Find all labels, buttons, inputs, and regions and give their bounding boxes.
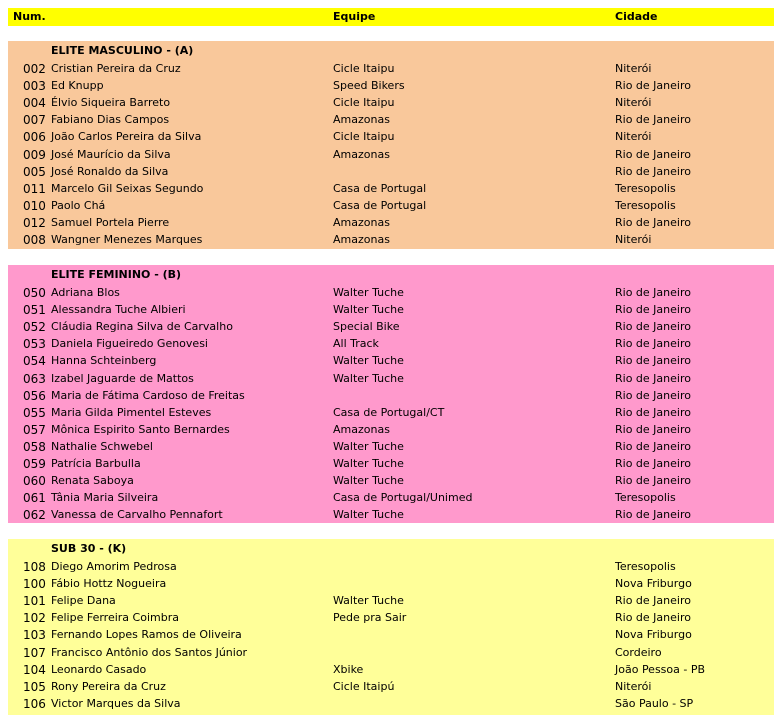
- rider-team: Casa de Portugal/Unimed: [333, 491, 473, 505]
- rider-number: 006: [23, 130, 46, 145]
- table-row: [8, 181, 774, 198]
- rider-name: Paolo Chá: [51, 198, 106, 212]
- rider-name: Izabel Jaguarde de Mattos: [51, 371, 194, 385]
- rider-city: Niterói: [615, 130, 652, 144]
- rider-number: 100: [23, 577, 46, 592]
- rider-number: 050: [23, 286, 46, 300]
- table-row: [8, 610, 774, 627]
- section-elite-masculino: [8, 41, 774, 249]
- rider-team: Casa de Portugal: [333, 181, 427, 195]
- rider-name: Maria de Fátima Cardoso de Freitas: [51, 388, 245, 402]
- rider-team: Casa de Portugal/CT: [333, 405, 445, 419]
- rider-city: Rio de Janeiro: [615, 215, 691, 229]
- rider-name: Rony Pereira da Cruz: [51, 679, 166, 693]
- rider-name: José Ronaldo da Silva: [51, 164, 169, 178]
- rider-city: Rio de Janeiro: [615, 422, 691, 436]
- rider-name: José Maurício da Silva: [51, 147, 171, 161]
- table-row: [8, 662, 774, 679]
- rider-city: Rio de Janeiro: [615, 457, 691, 470]
- table-row: [8, 336, 774, 353]
- rider-name: Fábio Hottz Nogueira: [51, 577, 167, 591]
- rider-number: 057: [23, 422, 46, 437]
- rider-city: Rio de Janeiro: [615, 354, 691, 368]
- rider-name: Tânia Maria Silveira: [51, 491, 159, 505]
- rider-city: Rio de Janeiro: [615, 303, 691, 317]
- rider-number: 105: [23, 679, 46, 694]
- rider-name: Daniela Figueiredo Genovesi: [51, 337, 208, 351]
- rider-city: Rio de Janeiro: [615, 147, 691, 161]
- rider-city: João Pessoa - PB: [615, 662, 706, 676]
- rider-city: Rio de Janeiro: [615, 164, 691, 178]
- rider-team: Pede pra Sair: [333, 611, 407, 625]
- rider-team: Walter Tuche: [333, 286, 404, 299]
- table-row: [8, 490, 774, 507]
- table-row: [8, 232, 774, 249]
- rider-team: Amazonas: [333, 215, 390, 229]
- section-title: ELITE FEMININO - (B): [51, 268, 182, 281]
- table-row: [8, 388, 774, 405]
- rider-number: 104: [23, 662, 46, 677]
- table-row: [8, 129, 774, 146]
- table-row: [8, 371, 774, 388]
- rider-name: Francisco Antônio dos Santos Júnior: [51, 645, 248, 659]
- rider-city: Niterói: [615, 96, 652, 110]
- rider-team: Amazonas: [333, 422, 390, 436]
- table-row: [8, 593, 774, 610]
- rider-name: Ed Knupp: [51, 79, 104, 93]
- table-row: [8, 696, 774, 713]
- rider-team: Xbike: [333, 662, 364, 676]
- rider-number: 103: [23, 628, 46, 643]
- rider-team: Cicle Itaipu: [333, 96, 395, 110]
- header-city: Cidade: [615, 10, 658, 23]
- table-row: [8, 78, 774, 95]
- rider-city: Teresopolis: [615, 491, 676, 505]
- rider-city: Cordeiro: [615, 645, 662, 659]
- rider-name: Nathalie Schwebel: [51, 439, 153, 453]
- rider-team: Walter Tuche: [333, 508, 404, 522]
- rider-number: 106: [23, 696, 46, 711]
- rider-number: 004: [23, 96, 46, 111]
- rider-name: Cristian Pereira da Cruz: [51, 62, 181, 75]
- rider-city: Niterói: [615, 233, 652, 246]
- rider-number: 052: [23, 320, 46, 335]
- rider-city: Nova Friburgo: [615, 628, 692, 642]
- rider-name: Élvio Siqueira Barreto: [51, 96, 171, 110]
- section-title: ELITE MASCULINO - (A): [51, 44, 194, 57]
- rider-number: 053: [23, 337, 46, 352]
- table-row: [8, 95, 774, 112]
- rider-city: Teresopolis: [615, 181, 676, 195]
- rider-team: Cicle Itaipu: [333, 130, 395, 144]
- rider-city: Teresopolis: [615, 560, 676, 573]
- rider-name: Marcelo Gil Seixas Segundo: [51, 181, 204, 195]
- rider-number: 007: [23, 113, 46, 128]
- rider-city: Teresopolis: [615, 198, 676, 212]
- section-sub-30: [8, 539, 774, 715]
- rider-team: Casa de Portugal: [333, 198, 427, 212]
- rider-number: 003: [23, 79, 46, 94]
- rider-name: Felipe Ferreira Coimbra: [51, 611, 179, 625]
- table-row: [8, 439, 774, 456]
- rider-team: All Track: [333, 337, 379, 351]
- rider-team: Walter Tuche: [333, 303, 404, 317]
- rider-city: Rio de Janeiro: [615, 286, 691, 299]
- table-row: [8, 627, 774, 644]
- rider-team: Amazonas: [333, 113, 390, 127]
- rider-city: Rio de Janeiro: [615, 405, 691, 419]
- table-row: [8, 285, 774, 302]
- rider-team: Speed Bikers: [333, 79, 405, 93]
- rider-name: Wangner Menezes Marques: [51, 233, 203, 246]
- rider-city: Rio de Janeiro: [615, 611, 691, 625]
- rider-city: Rio de Janeiro: [615, 79, 691, 93]
- header-team: Equipe: [333, 10, 376, 23]
- rider-name: Fernando Lopes Ramos de Oliveira: [51, 628, 242, 642]
- rider-name: Adriana Blos: [51, 286, 120, 299]
- table-row: [8, 473, 774, 490]
- rider-city: Nova Friburgo: [615, 577, 692, 591]
- rider-city: Rio de Janeiro: [615, 388, 691, 402]
- rider-number: 051: [23, 303, 46, 318]
- rider-number: 054: [23, 354, 46, 369]
- rider-city: Rio de Janeiro: [615, 337, 691, 351]
- rider-number: 009: [23, 147, 46, 162]
- rider-number: 056: [23, 388, 46, 403]
- table-row: [8, 559, 774, 576]
- header-num: Num.: [13, 10, 46, 23]
- rider-number: 055: [23, 405, 46, 420]
- rider-name: Fabiano Dias Campos: [51, 113, 170, 127]
- table-row: [8, 215, 774, 232]
- rider-name: Hanna Schteinberg: [51, 354, 157, 368]
- table-row: [8, 507, 774, 524]
- table-row: [8, 198, 774, 215]
- rider-city: São Paulo - SP: [615, 696, 694, 710]
- table-row: [8, 319, 774, 336]
- rider-number: 107: [23, 645, 46, 660]
- rider-city: Rio de Janeiro: [615, 371, 691, 385]
- rider-team: Walter Tuche: [333, 474, 404, 488]
- rider-team: Cicle Itaipú: [333, 679, 395, 693]
- rider-name: Cláudia Regina Silva de Carvalho: [51, 320, 233, 334]
- rider-name: João Carlos Pereira da Silva: [51, 130, 202, 144]
- rider-number: 010: [23, 198, 46, 213]
- section-title: SUB 30 - (K): [51, 542, 127, 555]
- rider-team: Walter Tuche: [333, 371, 404, 385]
- section-elite-feminino: [8, 265, 774, 523]
- rider-number: 062: [23, 508, 46, 523]
- table-row: [8, 302, 774, 319]
- table-row: [8, 61, 774, 78]
- rider-team: Walter Tuche: [333, 594, 404, 608]
- rider-number: 102: [23, 611, 46, 626]
- rider-team: Special Bike: [333, 320, 400, 334]
- rider-city: Rio de Janeiro: [615, 320, 691, 334]
- rider-team: Walter Tuche: [333, 354, 404, 368]
- rider-number: 002: [23, 62, 46, 76]
- table-row: [8, 147, 774, 164]
- rider-number: 061: [23, 491, 46, 506]
- rider-team: Amazonas: [333, 147, 390, 161]
- rider-number: 012: [23, 215, 46, 230]
- rider-name: Victor Marques da Silva: [51, 696, 181, 710]
- rider-number: 108: [23, 560, 46, 574]
- rider-name: Diego Amorim Pedrosa: [51, 560, 177, 573]
- table-header: [8, 8, 774, 26]
- rider-number: 008: [23, 233, 46, 247]
- rider-name: Samuel Portela Pierre: [51, 215, 170, 229]
- table-row: [8, 164, 774, 181]
- rider-number: 058: [23, 439, 46, 454]
- rider-city: Rio de Janeiro: [615, 474, 691, 488]
- rider-number: 101: [23, 594, 46, 609]
- table-row: [8, 576, 774, 593]
- table-row: [8, 405, 774, 422]
- rider-name: Felipe Dana: [51, 594, 116, 608]
- rider-number: 063: [23, 371, 46, 386]
- table-row: [8, 456, 774, 473]
- rider-name: Alessandra Tuche Albieri: [51, 303, 186, 317]
- rider-city: Rio de Janeiro: [615, 508, 691, 522]
- rider-team: Walter Tuche: [333, 457, 404, 470]
- table-row: [8, 353, 774, 370]
- rider-name: Patrícia Barbulla: [51, 457, 141, 470]
- table-row: [8, 422, 774, 439]
- table-row: [8, 112, 774, 129]
- rider-city: Niterói: [615, 679, 652, 693]
- table-row: [8, 645, 774, 662]
- rider-team: Amazonas: [333, 233, 390, 246]
- rider-city: Niterói: [615, 62, 652, 75]
- rider-city: Rio de Janeiro: [615, 113, 691, 127]
- rider-city: Rio de Janeiro: [615, 439, 691, 453]
- rider-number: 060: [23, 474, 46, 489]
- rider-number: 011: [23, 181, 46, 196]
- rider-city: Rio de Janeiro: [615, 594, 691, 608]
- rider-team: Walter Tuche: [333, 439, 404, 453]
- rider-name: Vanessa de Carvalho Pennafort: [51, 508, 223, 522]
- rider-name: Mônica Espirito Santo Bernardes: [51, 422, 230, 436]
- table-row: [8, 679, 774, 696]
- rider-number: 005: [23, 164, 46, 179]
- rider-name: Leonardo Casado: [51, 662, 147, 676]
- rider-number: 059: [23, 457, 46, 471]
- rider-name: Renata Saboya: [51, 474, 134, 488]
- rider-team: Cicle Itaipu: [333, 62, 395, 75]
- rider-name: Maria Gilda Pimentel Esteves: [51, 405, 212, 419]
